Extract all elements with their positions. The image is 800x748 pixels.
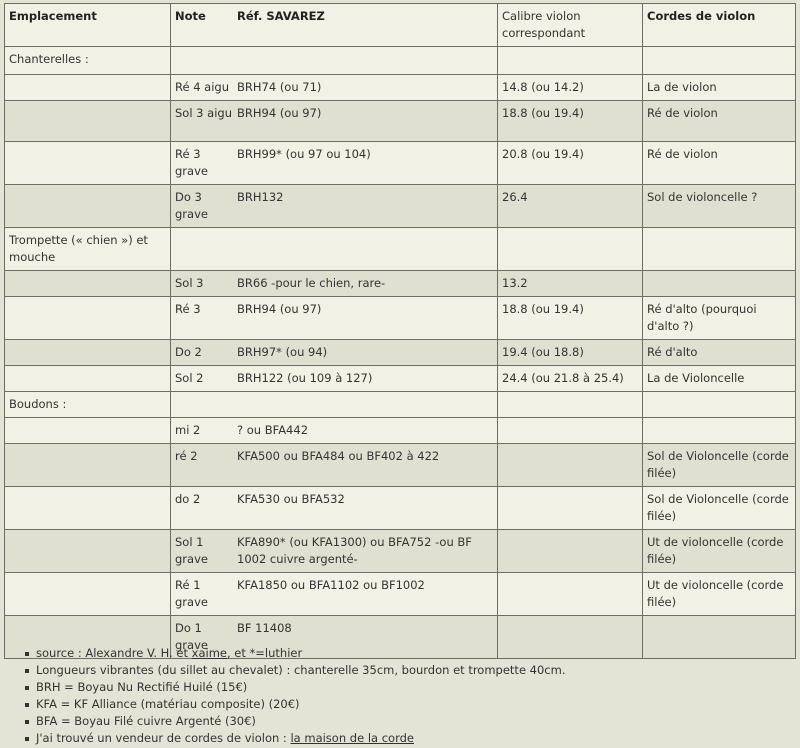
cell-cordes: Ré de violon — [643, 142, 796, 185]
cell-note: Do 3 grave — [175, 190, 208, 221]
cell-cordes: Ré d'alto (pourquoi d'alto ?) — [643, 297, 796, 340]
cell-ref: KFA1850 ou BFA1102 ou BF1002 — [237, 578, 425, 592]
cell-cordes: Ut de violoncelle (corde filée) — [643, 530, 796, 573]
cell-emplacement: Boudons : — [5, 392, 171, 418]
cell-calibre — [498, 444, 643, 487]
cell-note: Do 2 — [175, 345, 202, 359]
strings-table-body — [5, 4, 796, 659]
cell-emplacement — [5, 573, 171, 616]
cell-note: Do 1 grave — [175, 621, 208, 652]
cell-ref: BRH132 — [237, 190, 284, 204]
cell-calibre: 20.8 (ou 19.4) — [498, 142, 643, 185]
cell-cordes — [643, 271, 796, 297]
cell-emplacement — [5, 271, 171, 297]
cell-note-ref — [171, 530, 498, 573]
cell-note-ref — [171, 142, 498, 185]
cell-note: Sol 3 aigu — [175, 106, 232, 120]
cell-ref: BRH122 (ou 109 à 127) — [237, 371, 373, 385]
cell-calibre — [498, 47, 643, 75]
cell-ref: BRH99* (ou 97 ou 104) — [237, 147, 371, 161]
cell-calibre — [498, 418, 643, 444]
cell-emplacement — [5, 487, 171, 530]
cell-calibre — [498, 487, 643, 530]
cell-cordes: La de violon — [643, 75, 796, 101]
note-source-suffix: , et *=luthier — [226, 646, 303, 660]
cell-note: ré 2 — [175, 449, 198, 463]
table-row — [5, 101, 796, 142]
table-row — [5, 418, 796, 444]
table-row — [5, 228, 796, 271]
table-row — [5, 47, 796, 75]
cell-note-ref — [171, 366, 498, 392]
cell-ref: BF 11408 — [237, 621, 292, 635]
cell-note-ref — [171, 418, 498, 444]
cell-cordes: Sol de Violoncelle (corde filée) — [643, 444, 796, 487]
cell-emplacement — [5, 418, 171, 444]
maison-de-la-corde-link[interactable]: la maison de la corde — [290, 731, 414, 745]
cell-ref: BR66 -pour le chien, rare- — [237, 276, 386, 290]
cell-calibre: 13.2 — [498, 271, 643, 297]
cell-ref: BRH74 (ou 71) — [237, 80, 322, 94]
cell-calibre — [498, 573, 643, 616]
cell-note: Sol 3 — [175, 276, 204, 290]
cell-ref: KFA890* (ou KFA1300) ou BFA752 -ou BF 1002 cuivre argenté- — [237, 535, 472, 566]
cell-note-ref — [171, 340, 498, 366]
table-row — [5, 185, 796, 228]
cell-calibre: 19.4 (ou 18.8) — [498, 340, 643, 366]
cell-ref: KFA530 ou BFA532 — [237, 492, 345, 506]
cell-note-ref — [171, 75, 498, 101]
table-row — [5, 573, 796, 616]
cell-emplacement: Trompette (« chien ») et mouche — [5, 228, 171, 271]
cell-ref: ? ou BFA442 — [237, 423, 309, 437]
cell-note: mi 2 — [175, 423, 201, 437]
header-note-ref — [171, 4, 498, 47]
cell-note: Ré 3 grave — [175, 147, 208, 178]
cell-cordes: La de Violoncelle — [643, 366, 796, 392]
note-longueurs: Longueurs vibrantes (du sillet au chevalet) : chanterelle 35cm, bourdon et trompette 40cm. — [36, 663, 566, 677]
cell-cordes — [643, 418, 796, 444]
cell-note-ref — [171, 101, 498, 142]
cell-emplacement — [5, 297, 171, 340]
xaime-link[interactable]: xaime — [191, 646, 227, 660]
cell-calibre — [498, 228, 643, 271]
cell-calibre: 26.4 — [498, 185, 643, 228]
cell-emplacement — [5, 101, 171, 142]
table-row — [5, 297, 796, 340]
cell-calibre: 24.4 (ou 21.8 à 25.4) — [498, 366, 643, 392]
cell-ref: BRH97* (ou 94) — [237, 345, 328, 359]
table-row — [5, 530, 796, 573]
cell-emplacement — [5, 75, 171, 101]
cell-note: Sol 2 — [175, 371, 204, 385]
header-calibre: Calibre violon correspondant — [498, 4, 643, 47]
cell-note-ref — [171, 444, 498, 487]
note-brh: BRH = Boyau Nu Rectifié Huilé (15€) — [36, 679, 565, 696]
cell-note-ref — [171, 271, 498, 297]
cell-ref: BRH94 (ou 97) — [237, 302, 322, 316]
cell-cordes — [643, 47, 796, 75]
cell-cordes: Sol de violoncelle ? — [643, 185, 796, 228]
cell-emplacement — [5, 340, 171, 366]
cell-cordes: Sol de Violoncelle (corde filée) — [643, 487, 796, 530]
table-row — [5, 75, 796, 101]
cell-note: Sol 1 grave — [175, 535, 208, 566]
note-vendeur — [36, 730, 565, 747]
cell-note-ref — [171, 573, 498, 616]
note-kfa: KFA = KF Alliance (matériau composite) (20€) — [36, 696, 565, 713]
cell-cordes: Ré d'alto — [643, 340, 796, 366]
cell-calibre: 18.8 (ou 19.4) — [498, 101, 643, 142]
cell-cordes — [643, 228, 796, 271]
cell-note-ref — [171, 228, 498, 271]
table-row — [5, 271, 796, 297]
cell-calibre: 14.8 (ou 14.2) — [498, 75, 643, 101]
header-ref: Réf. SAVAREZ — [237, 9, 325, 23]
cell-emplacement — [5, 142, 171, 185]
note-source-prefix: source : Alexandre V. H. et — [36, 646, 192, 660]
cell-note-ref — [171, 487, 498, 530]
cell-cordes: Ut de violoncelle (corde filée) — [643, 573, 796, 616]
header-note: Note — [175, 9, 206, 23]
cell-note: Ré 1 grave — [175, 578, 208, 609]
cell-calibre — [498, 530, 643, 573]
cell-ref: KFA500 ou BFA484 ou BF402 à 422 — [237, 449, 440, 463]
cell-note: Ré 4 aigu — [175, 80, 230, 94]
table-row — [5, 487, 796, 530]
note-source — [36, 645, 565, 662]
cell-calibre: 18.8 (ou 19.4) — [498, 297, 643, 340]
table-row — [5, 340, 796, 366]
strings-table — [4, 3, 796, 659]
table-header-row — [5, 4, 796, 47]
cell-emplacement — [5, 185, 171, 228]
cell-emplacement — [5, 444, 171, 487]
table-row — [5, 366, 796, 392]
cell-note-ref — [171, 297, 498, 340]
cell-cordes — [643, 392, 796, 418]
cell-emplacement: Chanterelles : — [5, 47, 171, 75]
cell-emplacement — [5, 366, 171, 392]
notes-list — [20, 645, 565, 747]
note-bfa: BFA = Boyau Filé cuivre Argenté (30€) — [36, 713, 565, 730]
cell-note: do 2 — [175, 492, 201, 506]
note-vendeur-prefix: J'ai trouvé un vendeur de cordes de violon : — [36, 731, 291, 745]
table-row — [5, 142, 796, 185]
table-row — [5, 444, 796, 487]
cell-note-ref — [171, 185, 498, 228]
header-emplacement: Emplacement — [5, 4, 171, 47]
header-cordes: Cordes de violon — [643, 4, 796, 47]
table-row — [5, 392, 796, 418]
cell-note-ref — [171, 392, 498, 418]
cell-cordes: Ré de violon — [643, 101, 796, 142]
cell-cordes — [643, 616, 796, 659]
cell-note: Ré 3 — [175, 302, 201, 316]
cell-note-ref — [171, 47, 498, 75]
cell-emplacement — [5, 530, 171, 573]
cell-ref: BRH94 (ou 97) — [237, 106, 322, 120]
cell-calibre — [498, 392, 643, 418]
